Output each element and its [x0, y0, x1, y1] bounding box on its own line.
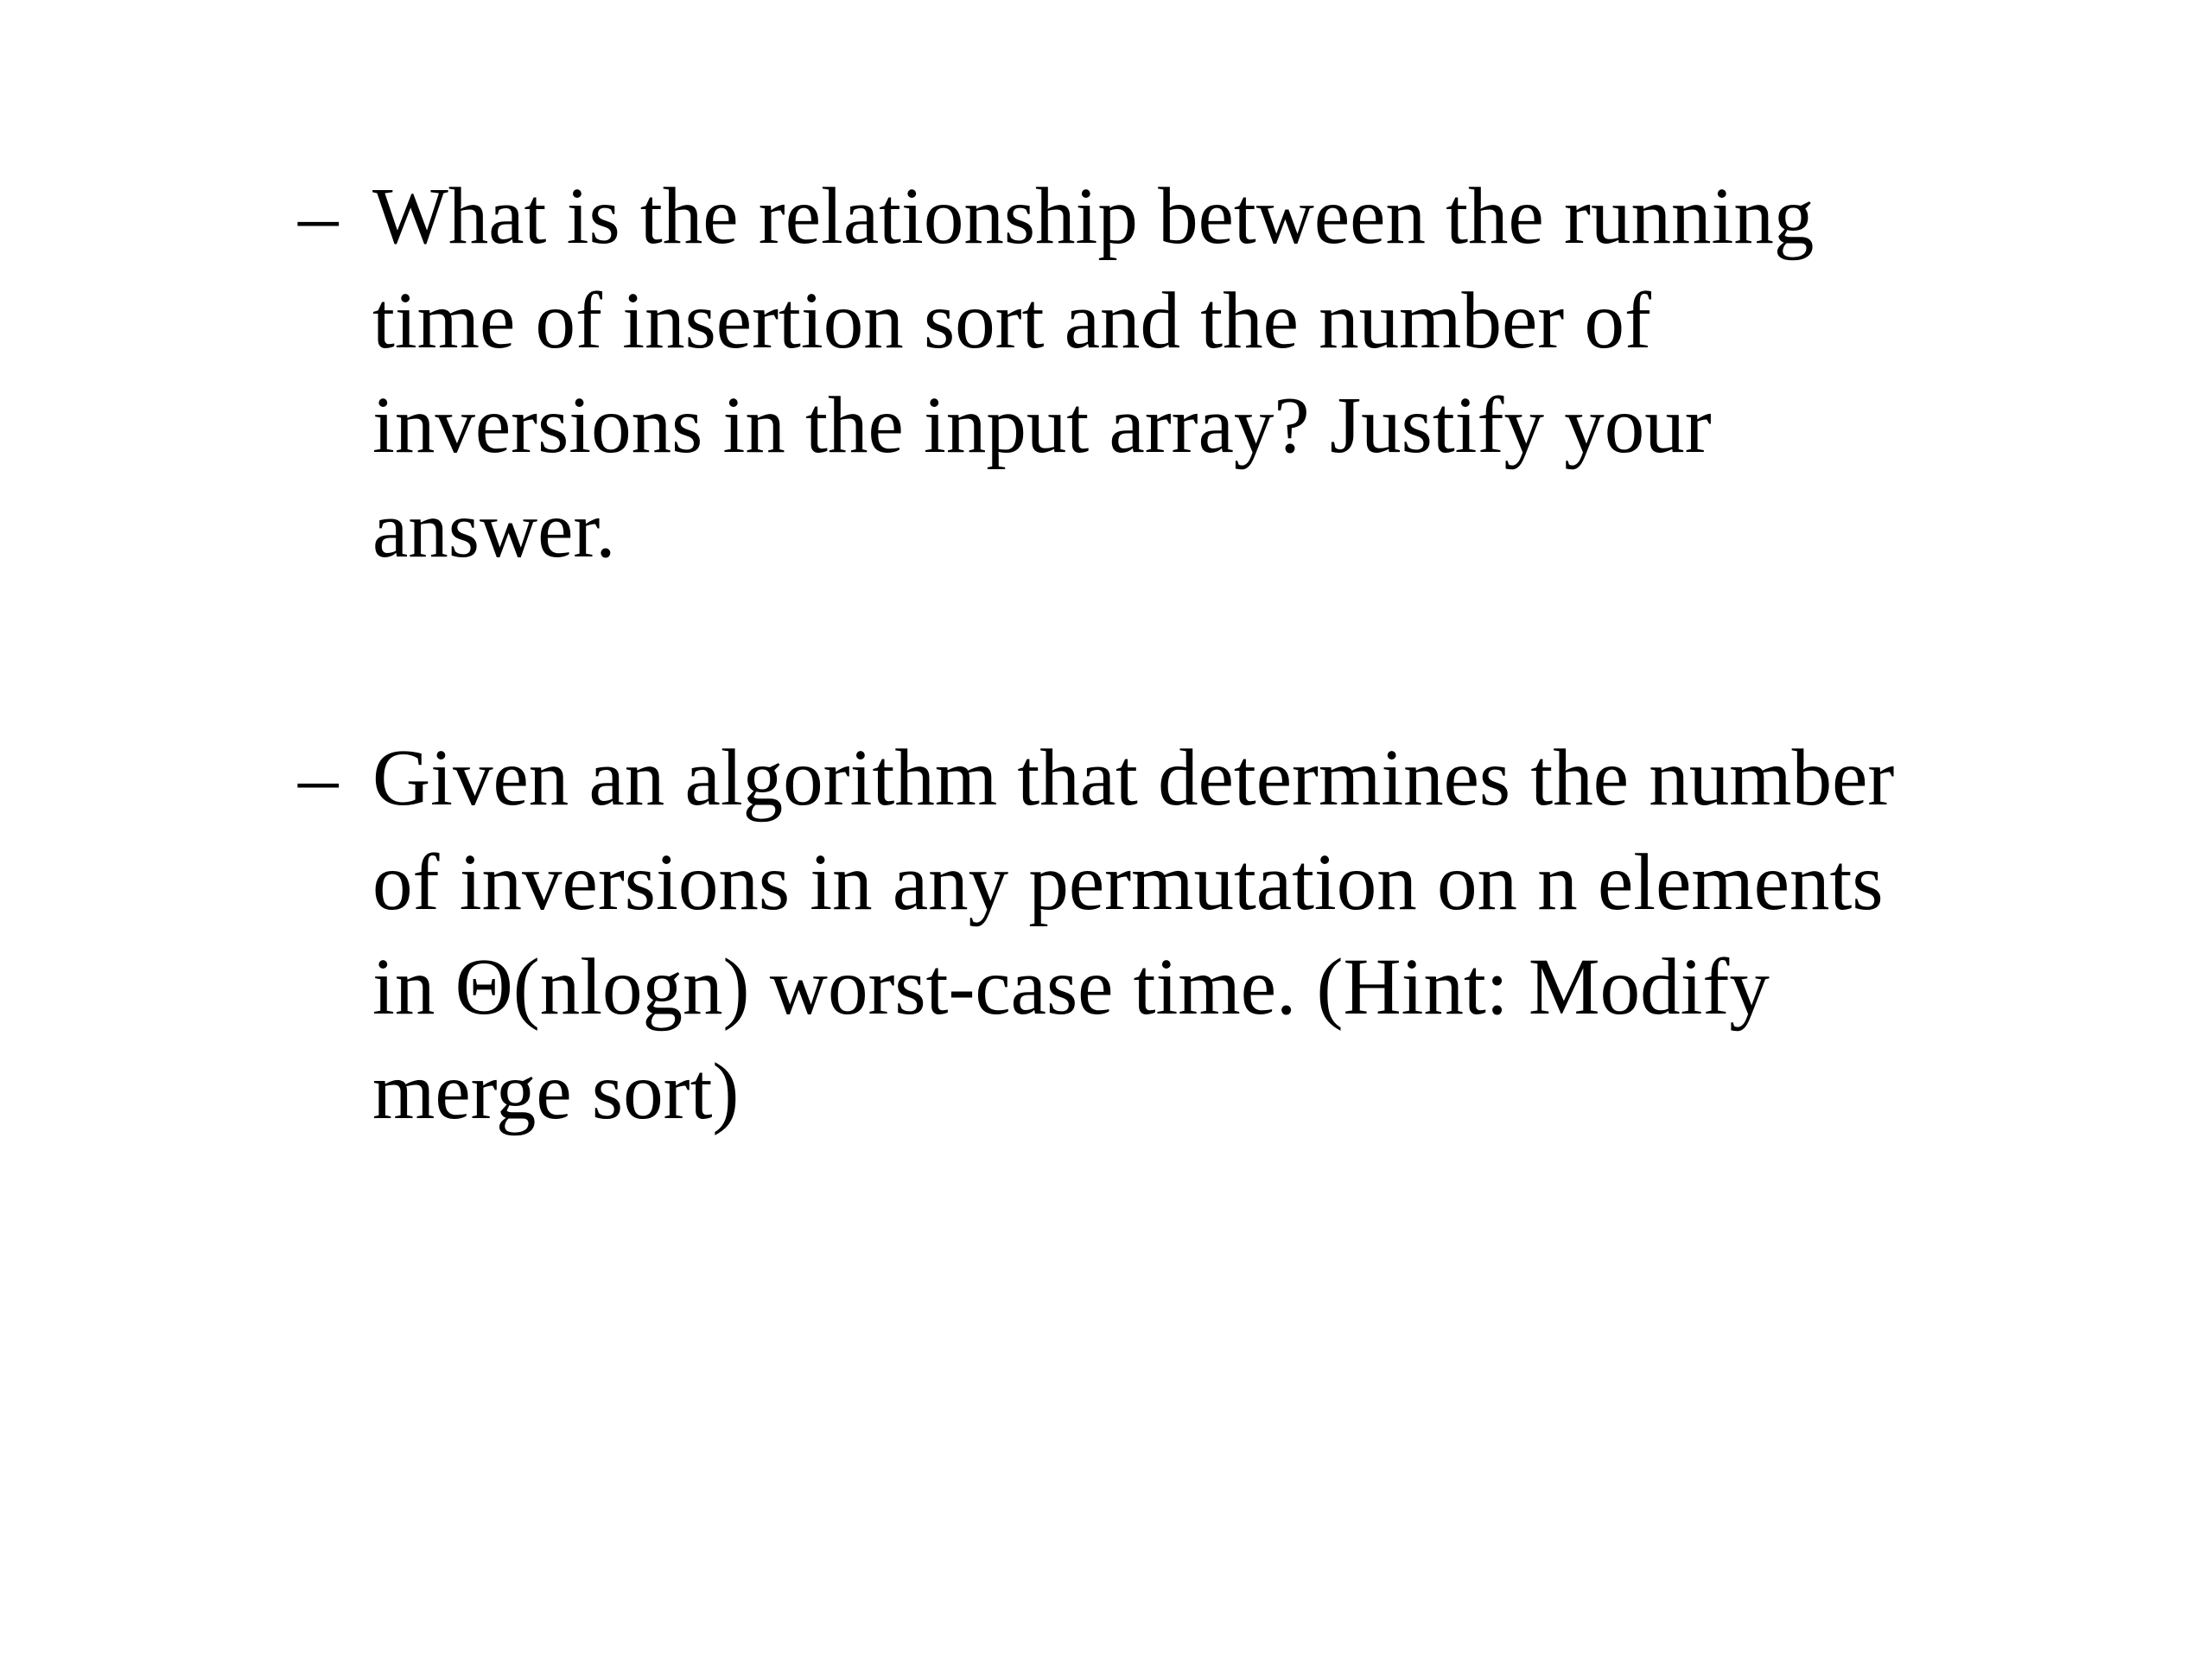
bullet-item-insertion-sort-question: [298, 164, 2026, 582]
text-line: What is the relationship between the running: [372, 172, 1815, 261]
text-line: Given an algorithm that determines the number: [372, 734, 1895, 823]
text-line: of inversions in any permutation on n elements: [372, 838, 1884, 927]
text-line: in Θ(nlogn) worst-case time. (Hint: Modify: [372, 943, 1770, 1032]
text-line: time of insertion sort and the number of: [372, 276, 1651, 365]
text-line: inversions in the input array? Justify your: [372, 381, 1712, 470]
bullet-text: [372, 726, 2014, 1144]
bullet-item-inversion-algorithm-question: [298, 726, 2026, 1144]
dash-bullet-marker: –: [298, 172, 339, 261]
text-line: answer.: [372, 486, 616, 575]
dash-bullet-marker: –: [298, 734, 339, 823]
text-line: merge sort): [372, 1047, 740, 1136]
bullet-text: [372, 164, 2014, 582]
